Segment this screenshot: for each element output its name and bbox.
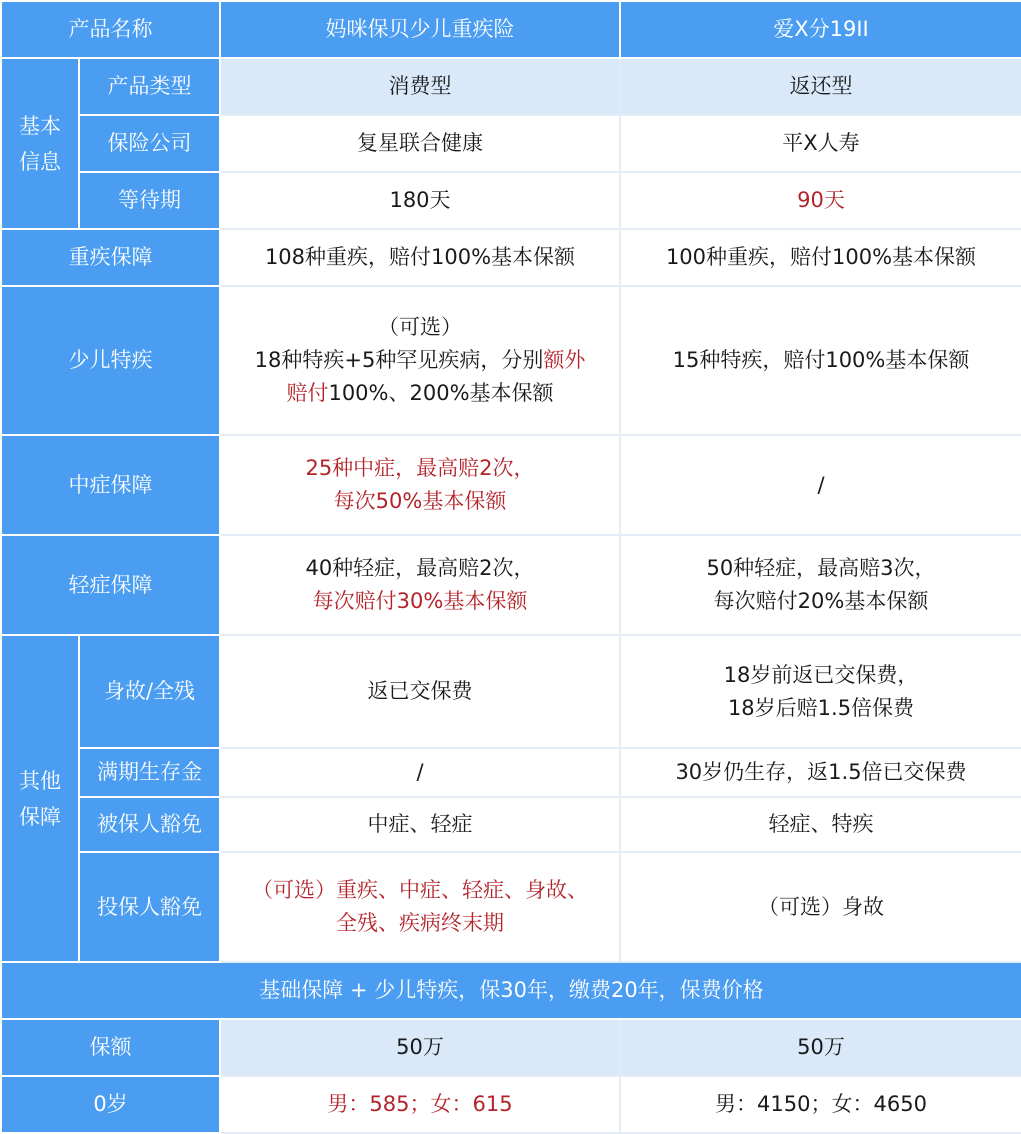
- group-other-coverage: 其他 保障: [1, 635, 79, 962]
- cell-a: [220, 435, 620, 535]
- row-sum-insured: [1, 1019, 1021, 1076]
- text-line: 40种轻症，最高赔2次，: [305, 556, 535, 580]
- row-label: 身故/全残: [79, 635, 220, 748]
- header-row: [1, 1, 1021, 58]
- group-basic-info: 基本 信息: [1, 58, 79, 229]
- cell-b: 50万: [620, 1019, 1021, 1076]
- cell-b: （可选）身故: [620, 852, 1021, 962]
- row-label: 轻症保障: [1, 535, 220, 635]
- row-insured-waiver: [1, 797, 1021, 852]
- row-child-special: [1, 286, 1021, 435]
- cell-b: 90天: [620, 172, 1021, 229]
- cell-b: 轻症、特疾: [620, 797, 1021, 852]
- text-part: 100%、200%基本保额: [328, 381, 554, 405]
- row-label: 0岁: [1, 1076, 220, 1133]
- header-product-a: 妈咪保贝少儿重疾险: [220, 1, 620, 58]
- text-line: 25种中症，最高赔2次，: [305, 456, 535, 480]
- row-label: 等待期: [79, 172, 220, 229]
- cell-b: 平X人寿: [620, 115, 1021, 172]
- row-death-disability: [1, 635, 1021, 748]
- row-label: 中症保障: [1, 435, 220, 535]
- text-line: （可选）: [378, 315, 462, 339]
- row-mild-illness: [1, 535, 1021, 635]
- cell-a: 108种重疾，赔付100%基本保额: [220, 229, 620, 286]
- row-label: 重疾保障: [1, 229, 220, 286]
- cell-a: [220, 852, 620, 962]
- text-line: 每次50%基本保额: [333, 489, 507, 513]
- cell-a: 180天: [220, 172, 620, 229]
- highlight-text: 额外: [543, 348, 586, 372]
- cell-a: [220, 286, 620, 435]
- text-line: 全残、疾病终末期: [336, 911, 504, 935]
- text-line: 每次赔付20%基本保额: [713, 589, 929, 613]
- cell-a: 复星联合健康: [220, 115, 620, 172]
- row-label: 被保人豁免: [79, 797, 220, 852]
- row-critical-illness: [1, 229, 1021, 286]
- cell-b: 30岁仍生存，返1.5倍已交保费: [620, 748, 1021, 797]
- cell-b: 男：4150；女：4650: [620, 1076, 1021, 1133]
- row-waiting-period: [1, 172, 1021, 229]
- text-line: （可选）重疾、中症、轻症、身故、: [252, 878, 588, 902]
- header-product-name: 产品名称: [1, 1, 220, 58]
- text-line: 50种轻症，最高赔3次，: [706, 556, 936, 580]
- cell-a: 返已交保费: [220, 635, 620, 748]
- cell-b: 100种重疾，赔付100%基本保额: [620, 229, 1021, 286]
- text-line: [227, 344, 613, 377]
- highlight-text: 每次赔付30%基本保额: [312, 589, 528, 613]
- cell-b: 15种特疾，赔付100%基本保额: [620, 286, 1021, 435]
- cell-a: 中症、轻症: [220, 797, 620, 852]
- row-label: 产品类型: [79, 58, 220, 115]
- row-maturity-benefit: [1, 748, 1021, 797]
- row-label: 少儿特疾: [1, 286, 220, 435]
- row-label: 投保人豁免: [79, 852, 220, 962]
- row-label: 满期生存金: [79, 748, 220, 797]
- cell-b: [620, 535, 1021, 635]
- text-line: 18岁后赔1.5倍保费: [727, 695, 915, 720]
- cell-a: 男：585；女：615: [220, 1076, 620, 1133]
- text-part: 18种特疾+5种罕见疾病，分别: [254, 348, 544, 372]
- cell-a: 消费型: [220, 58, 620, 115]
- row-company: [1, 115, 1021, 172]
- cell-a: 50万: [220, 1019, 620, 1076]
- row-label: 保额: [1, 1019, 220, 1076]
- band-row: [1, 962, 1021, 1019]
- cell-b: 返还型: [620, 58, 1021, 115]
- row-label: 保险公司: [79, 115, 220, 172]
- row-moderate-illness: [1, 435, 1021, 535]
- price-band-title: 基础保障 + 少儿特疾，保30年，缴费20年，保费价格: [1, 962, 1021, 1019]
- header-product-b: 爱X分19II: [620, 1, 1021, 58]
- text-line: [227, 377, 613, 410]
- cell-b: /: [620, 435, 1021, 535]
- cell-a: /: [220, 748, 620, 797]
- text-line: 18岁前返已交保费，: [723, 662, 919, 687]
- row-age-0: [1, 1076, 1021, 1133]
- highlight-text: 赔付: [286, 381, 329, 405]
- cell-b: [620, 635, 1021, 748]
- row-holder-waiver: [1, 852, 1021, 962]
- row-product-type: [1, 58, 1021, 115]
- cell-a: [220, 535, 620, 635]
